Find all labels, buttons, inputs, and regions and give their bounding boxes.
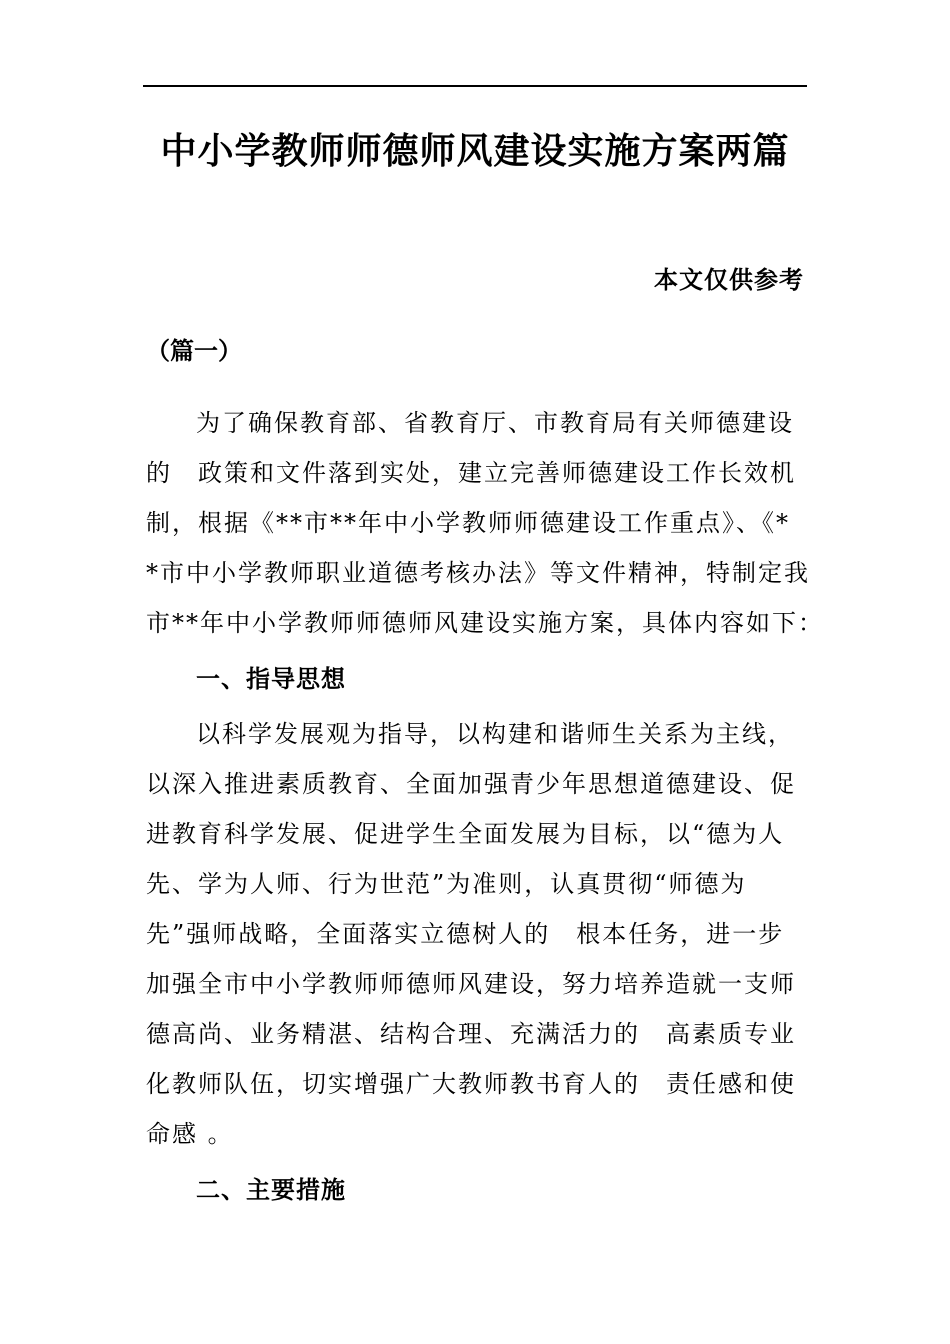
paragraph-line: 加强全市中小学教师师德师风建设，努力培养造就一支师: [146, 970, 796, 998]
section-heading-main-measures: 二、主要措施: [196, 1175, 346, 1204]
paragraph-line: 的 政策和文件落到实处，建立完善师德建设工作长效机: [146, 459, 796, 487]
paragraph-line: 为了确保教育部、省教育厅、市教育局有关师德建设: [196, 409, 794, 437]
paragraph-line: 先、学为人师、行为世范”为准则，认真贯彻“师德为: [146, 870, 747, 898]
paragraph-line: 化教师队伍，切实增强广大教师教书育人的 责任感和使: [146, 1070, 796, 1098]
paragraph-line: 德高尚、业务精湛、结构合理、充满活力的 高素质专业: [146, 1020, 796, 1048]
paragraph-line: *市中小学教师职业道德考核办法》等文件精神，特制定我: [146, 559, 810, 587]
paragraph-line: 以深入推进素质教育、全面加强青少年思想道德建设、促: [146, 770, 796, 798]
paragraph-line: 以科学发展观为指导，以构建和谐师生关系为主线，: [196, 720, 794, 748]
document-title: 中小学教师师德师风建设实施方案两篇: [160, 131, 790, 172]
paragraph-line: 命感 。: [146, 1120, 234, 1148]
section-heading-guiding-ideology: 一、指导思想: [196, 664, 346, 693]
paragraph-line: 进教育科学发展、促进学生全面发展为目标，以“德为人: [146, 820, 785, 848]
paragraph-line: 制，根据《**市**年中小学教师师德建设工作重点》、《*: [146, 509, 790, 537]
reference-note: 本文仅供参考: [654, 265, 804, 294]
part-label: （篇一）: [146, 336, 242, 365]
paragraph-line: 先”强师战略，全面落实立德树人的 根本任务，进一步: [146, 920, 785, 948]
paragraph-line: 市**年中小学教师师德师风建设实施方案，具体内容如下：: [146, 609, 824, 637]
top-rule: [143, 85, 807, 87]
